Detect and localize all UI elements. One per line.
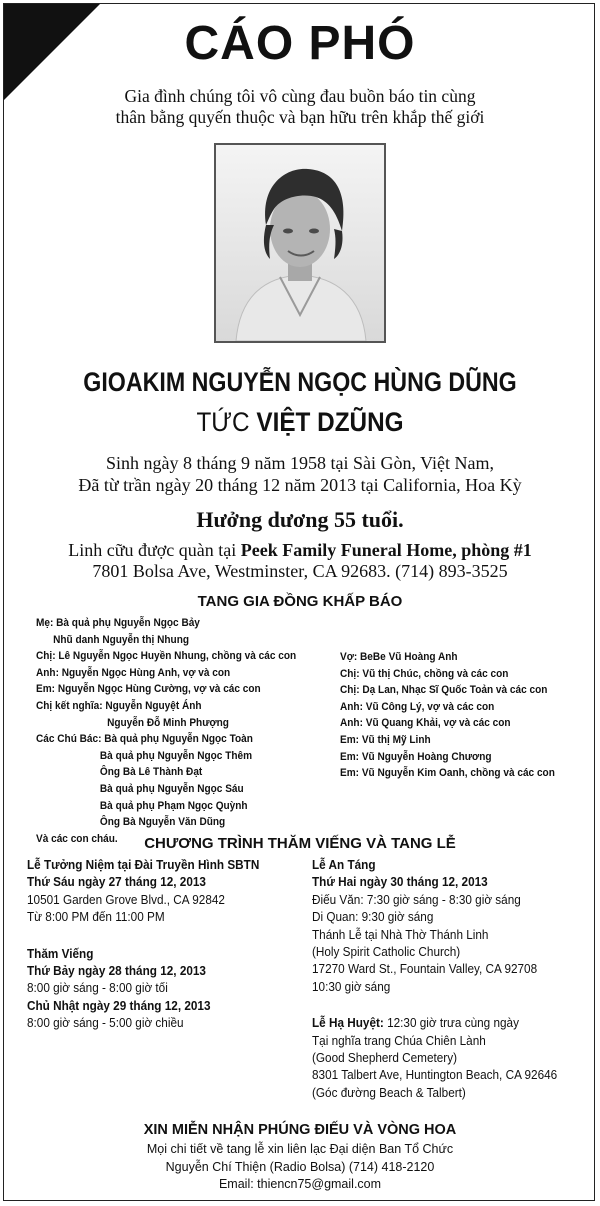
family-member: Bà quả phụ Nguyễn Ngọc Sáu [99,782,244,795]
family-member: Anh: Nguyễn Ngọc Hùng Anh, vợ và con [36,666,231,679]
family-list-right [340,649,555,782]
family-member: Anh: Vũ Công Lý, vợ và các con [340,700,495,713]
family-member: Ông Bà Nguyễn Văn Dũng [99,816,226,829]
interment-time: 12:30 giờ trưa cùng ngày [387,1016,519,1031]
family-member: Chị kết nghĩa: Nguyễn Nguyệt Ánh [36,699,202,712]
intro-line: thân bằng quyến thuộc và bạn hữu trên khắp thế giới [115,107,485,127]
deceased-name: GIOAKIM NGUYỄN NGỌC HÙNG DŨNG [83,367,517,397]
burial-line: 17270 Ward St., Fountain Valley, CA 92708 [312,962,538,977]
program-left-column [27,857,259,1033]
funeral-home-info [0,540,600,582]
family-member: Em: Nguyễn Ngọc Hùng Cường, vợ và các con [36,683,261,696]
interment-line [312,1015,557,1032]
interment-detail: (Góc đường Beach & Talbert) [312,1085,466,1100]
spacer [27,927,259,946]
family-member: Bà quả phụ Phạm Ngọc Quỳnh [99,799,248,812]
intro-text [0,86,600,128]
family-member: Nhũ danh Nguyễn thị Nhung [53,633,190,646]
family-member: Ông Bà Lê Thành Đạt [99,766,203,779]
visitation-day2-date: Chủ Nhật ngày 29 tháng 12, 2013 [27,998,211,1013]
contact-line: Nguyễn Chí Thiện (Radio Bolsa) (714) 418-2120 [165,1159,435,1174]
family-list-left [36,615,296,847]
family-heading: TANG GIA ĐỒNG KHẤP BÁO [197,593,403,610]
contact-email: Email: thiencn75@gmail.com [218,1177,382,1192]
family-member: Em: Vũ Nguyễn Kim Oanh, chồng và các con [340,767,555,780]
birth-line: Sinh ngày 8 tháng 9 năm 1958 tại Sài Gòn, Việt Nam, [105,453,495,473]
death-line: Đã từ trần ngày 20 tháng 12 năm 2013 tại California, Hoa Kỳ [78,475,522,495]
burial-line: (Holy Spirit Catholic Church) [312,945,461,960]
family-member: Và các con cháu. [36,832,118,845]
family-member: Em: Vũ thị Mỹ Linh [340,733,431,746]
memorial-heading: Lễ Tưởng Niệm tại Đài Truyền Hình SBTN [27,858,260,872]
interment-detail: (Good Shepherd Cemetery) [312,1051,457,1066]
memorial-date: Thứ Sáu ngày 27 tháng 12, 2013 [27,875,206,890]
family-member: Chị: Dạ Lan, Nhạc Sĩ Quốc Toản và các con [340,684,548,697]
portrait-illustration [216,145,384,341]
family-member: Nguyễn Đỗ Minh Phượng [107,716,229,729]
burial-line: Di Quan: 9:30 giờ sáng [312,910,434,925]
alias-name: VIỆT DZŨNG [256,407,404,437]
family-member: Các Chú Bác: Bà quả phụ Nguyễn Ngọc Toàn [36,733,253,746]
burial-line: Thánh Lễ tại Nhà Thờ Thánh Linh [312,927,489,942]
family-member: Em: Vũ Nguyễn Hoàng Chương [340,750,492,763]
funeral-home-line [0,540,600,561]
page-title: CÁO PHÓ [184,17,416,70]
memorial-address: 10501 Garden Grove Blvd., CA 92842 [27,892,225,907]
family-member: Anh: Vũ Quang Khải, vợ và các con [340,717,511,730]
spacer [312,996,557,1015]
family-member: Vợ: BeBe Vũ Hoàng Anh [340,651,458,663]
family-member: Chị: Vũ thị Chúc, chồng và các con [340,667,509,680]
burial-date: Thứ Hai ngày 30 tháng 12, 2013 [312,875,488,890]
deceased-alias [30,406,570,438]
burial-line: Điếu Văn: 7:30 giờ sáng - 8:30 giờ sáng [312,892,521,907]
funeral-home-name: Peek Family Funeral Home, phòng #1 [240,540,532,560]
visitation-day1-time: 8:00 giờ sáng - 8:00 giờ tối [27,981,168,996]
interment-heading: Lễ Hạ Huyệt: [312,1016,384,1031]
visitation-heading: Thăm Viếng [27,946,94,961]
interment-detail: Tại nghĩa trang Chúa Chiên Lành [312,1033,486,1048]
portrait-photo [214,143,386,343]
family-member: Bà quả phụ Nguyễn Ngọc Thêm [99,749,253,762]
footer-contact [0,1141,600,1194]
funeral-home-prefix: Linh cữu được quàn tại [68,540,237,560]
family-member: Chị: Lê Nguyễn Ngọc Huyền Nhung, chồng và các con [36,650,297,663]
visitation-day2-time: 8:00 giờ sáng - 5:00 giờ chiều [27,1016,184,1031]
burial-line: 10:30 giờ sáng [312,979,391,994]
alias-prefix: TỨC [196,407,250,437]
funeral-home-address: 7801 Bolsa Ave, Westminster, CA 92683. (714) 893-3525 [92,561,508,581]
footer-heading: XIN MIỄN NHẬN PHÚNG ĐIẾU VÀ VÒNG HOA [143,1122,457,1138]
burial-heading: Lễ An Táng [312,858,376,872]
memorial-time: Từ 8:00 PM đến 11:00 PM [27,910,165,925]
intro-line: Gia đình chúng tôi vô cùng đau buồn báo tin cùng [124,86,476,106]
interment-detail: 8301 Talbert Ave, Huntington Beach, CA 92646 [312,1068,558,1083]
contact-line: Mọi chi tiết về tang lễ xin liên lạc Đại diện Ban Tổ Chức [146,1142,454,1156]
age-line: Hưởng dương 55 tuổi. [196,507,404,532]
birth-death-dates [0,452,600,496]
program-right-column [312,857,557,1102]
family-member: Mẹ: Bà quả phụ Nguyễn Ngọc Bảy [36,617,200,629]
program-heading: CHƯƠNG TRÌNH THĂM VIẾNG VÀ TANG LỄ [144,835,456,852]
visitation-day1-date: Thứ Bảy ngày 28 tháng 12, 2013 [27,964,206,979]
